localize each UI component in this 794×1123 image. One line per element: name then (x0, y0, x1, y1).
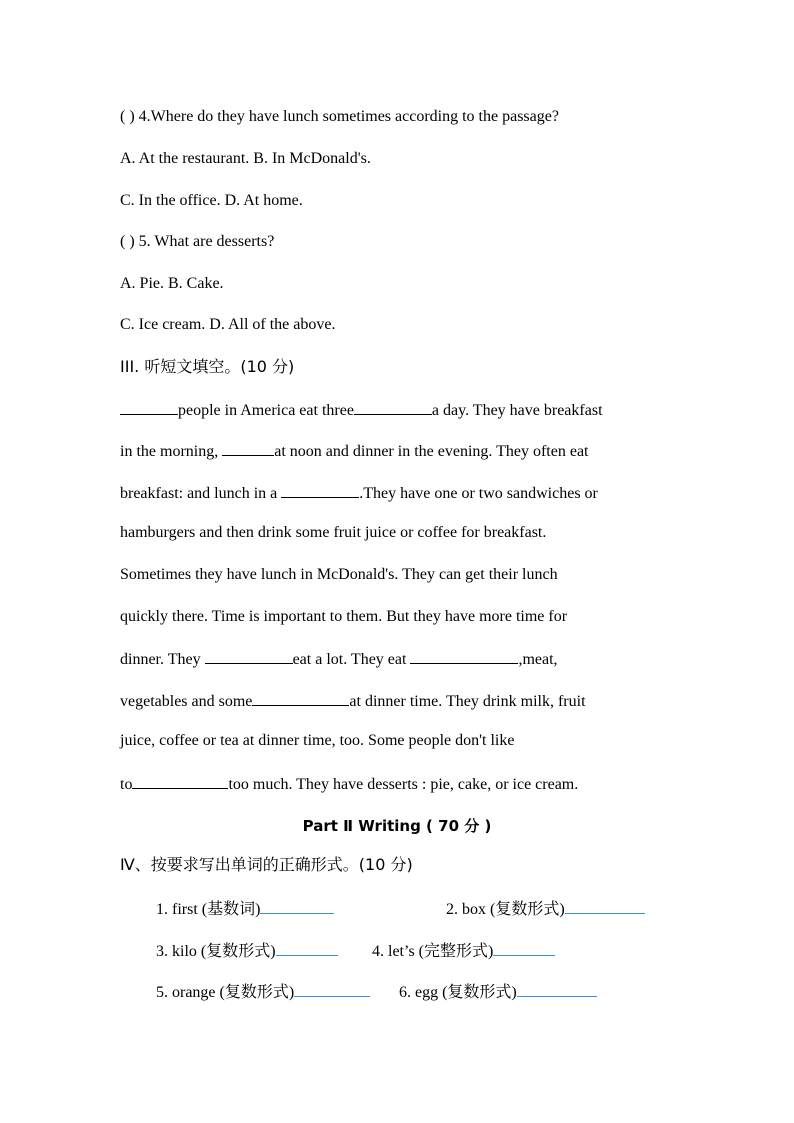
item-1-blank[interactable] (260, 898, 334, 914)
part-2-title: Part Ⅱ Writing ( 70 分 ) (302, 817, 492, 835)
question-5-options-cd: C. Ice cream. D. All of the above. (120, 316, 336, 333)
blank-5[interactable] (205, 648, 293, 664)
passage-text: dinner. They (120, 651, 205, 668)
item-label: 5. orange (复数形式) (156, 984, 295, 1001)
item-4-blank[interactable] (493, 940, 555, 956)
item-3 (156, 940, 338, 962)
passage-text: eat a lot. They eat (292, 651, 411, 668)
item-6-blank[interactable] (517, 981, 597, 997)
passage-text: .They have one or two sandwiches or (359, 485, 598, 502)
item-2 (446, 898, 645, 920)
question-5-options-ab: A. Pie. B. Cake. (120, 275, 224, 292)
passage-text: in the morning, (120, 443, 223, 460)
item-1 (156, 898, 334, 920)
item-label: 2. box (复数形式) (446, 901, 565, 918)
blank-3[interactable] (222, 440, 274, 456)
item-label: 3. kilo (复数形式) (156, 943, 276, 960)
blank-2[interactable] (354, 399, 432, 415)
blank-1[interactable] (120, 399, 178, 415)
question-5: ( ) 5. What are desserts? (120, 233, 275, 250)
passage-line-10 (120, 773, 578, 793)
blank-8[interactable] (132, 773, 228, 789)
item-2-blank[interactable] (565, 898, 645, 914)
item-label: 1. first (基数词) (156, 901, 261, 918)
passage-text: to (120, 776, 133, 793)
passage-line-9: juice, coffee or tea at dinner time, too. Some people don't like (120, 732, 515, 749)
item-4 (372, 940, 555, 962)
passage-text: ,meat, (518, 651, 558, 668)
passage-text: at dinner time. They drink milk, fruit (349, 693, 586, 710)
section-4-heading: Ⅳ、按要求写出单词的正确形式。(10 分) (120, 855, 413, 874)
section-3-heading: III. 听短文填空。(10 分) (120, 357, 295, 376)
passage-line-1 (120, 399, 603, 419)
item-label: 6. egg (复数形式) (399, 984, 517, 1001)
question-4-options-ab: A. At the restaurant. B. In McDonald's. (120, 150, 371, 167)
passage-text: a day. They have breakfast (431, 402, 603, 419)
passage-line-3 (120, 482, 598, 502)
item-5-blank[interactable] (294, 981, 370, 997)
question-4-options-cd: C. In the office. D. At home. (120, 192, 303, 209)
passage-text: too much. They have desserts : pie, cake, or ice cream. (228, 776, 579, 793)
passage-text: vegetables and some (120, 693, 253, 710)
blank-6[interactable] (410, 648, 518, 664)
passage-line-6: quickly there. Time is important to them. But they have more time for (120, 608, 568, 625)
passage-text: breakfast: and lunch in a (120, 485, 282, 502)
item-5 (156, 981, 370, 1003)
blank-7[interactable] (252, 690, 349, 706)
item-label: 4. let’s (完整形式) (372, 943, 494, 960)
passage-text: people in America eat three (178, 402, 354, 419)
question-4: ( ) 4.Where do they have lunch sometimes according to the passage? (120, 108, 559, 125)
passage-line-7 (120, 648, 558, 668)
item-3-blank[interactable] (276, 940, 338, 956)
passage-line-2 (120, 440, 589, 460)
blank-4[interactable] (281, 482, 359, 498)
item-6 (399, 981, 597, 1003)
passage-line-8 (120, 690, 586, 710)
passage-line-4: hamburgers and then drink some fruit juice or coffee for breakfast. (120, 524, 547, 541)
passage-text: at noon and dinner in the evening. They often eat (274, 443, 589, 460)
passage-line-5: Sometimes they have lunch in McDonald's. They can get their lunch (120, 566, 558, 583)
